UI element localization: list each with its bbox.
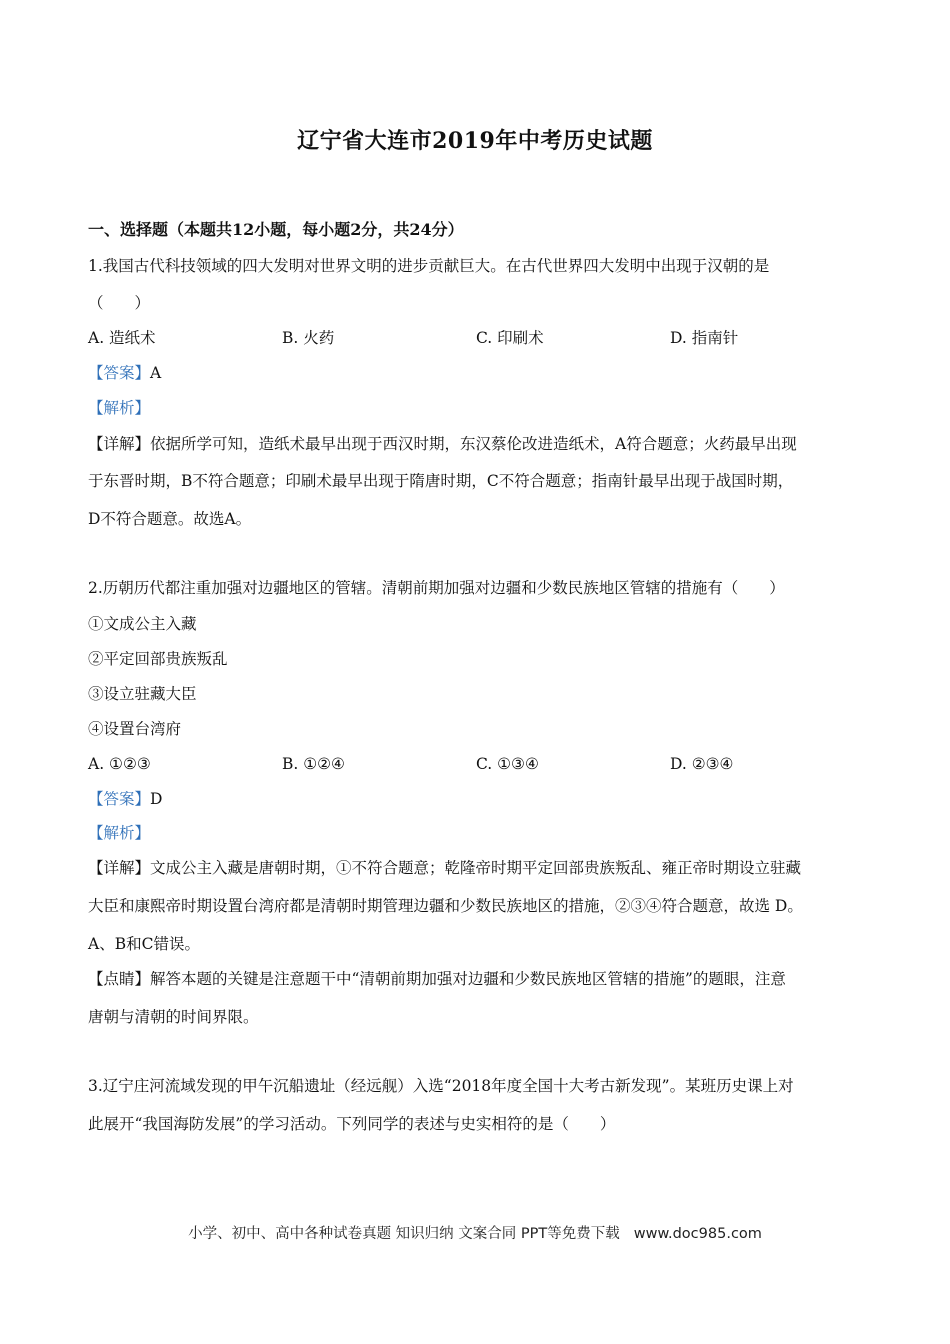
q1-detail-line-3: D不符合题意。故选A。	[88, 510, 252, 528]
q1-detail-line-2: 于东晋时期，B不符合题意；印刷术最早出现于隋唐时期，C不符合题意；指南针最早出现于战国时期，	[88, 472, 794, 490]
q1-analysis-label: 【解析】	[88, 399, 151, 417]
q1-option-b: B. 火药	[282, 329, 335, 347]
q2-item-1: ①文成公主入藏	[88, 615, 197, 633]
q3-stem-line-2: 此展开“我国海防发展”的学习活动。下列同学的表述与史实相符的是（ ）	[88, 1115, 616, 1133]
q2-comment-line-2: 唐朝与清朝的时间界限。	[88, 1008, 259, 1026]
q1-answer	[88, 363, 878, 383]
q2-option-c: C. ①③④	[476, 755, 539, 773]
q1-answer-value: A	[150, 364, 162, 382]
page-title: 辽宁省大连市2019年中考历史试题	[297, 128, 653, 154]
section-heading: 一、选择题（本题共12小题，每小题2分，共24分）	[88, 220, 464, 239]
q2-item-4: ④设置台湾府	[88, 720, 182, 738]
footer-url[interactable]: www.doc985.com	[633, 1226, 762, 1242]
q1-stem-line-1: 1.我国古代科技领域的四大发明对世界文明的进步贡献巨大。在古代世界四大发明中出现于汉朝的是	[88, 257, 770, 275]
q2-comment-line-1: 【点睛】解答本题的关键是注意题干中“清朝前期加强对边疆和少数民族地区管辖的措施”的题眼，注意	[88, 970, 786, 988]
q2-detail-line-3: A、B和C错误。	[88, 935, 200, 953]
q2-answer-value: D	[150, 790, 163, 808]
q2-stem: 2.历朝历代都注重加强对边疆地区的管辖。清朝前期加强对边疆和少数民族地区管辖的措施有（ ）	[88, 579, 785, 597]
page-footer	[0, 1222, 950, 1243]
q2-item-2: ②平定回部贵族叛乱	[88, 650, 228, 668]
q2-detail-line-2: 大臣和康熙帝时期设置台湾府都是清朝时期管理边疆和少数民族地区的措施，②③④符合题意，故选 D。	[88, 897, 803, 915]
q2-item-3: ③设立驻藏大臣	[88, 685, 197, 703]
q1-option-c: C. 印刷术	[476, 329, 544, 347]
q1-stem-line-2: （ ）	[88, 294, 151, 312]
q2-analysis-label: 【解析】	[88, 824, 151, 842]
q2-detail-line-1: 【详解】文成公主入藏是唐朝时期，①不符合题意；乾隆帝时期平定回部贵族叛乱、雍正帝时期设立驻藏	[88, 859, 802, 877]
q2-option-b: B. ①②④	[282, 755, 345, 773]
q3-stem-line-1: 3.辽宁庄河流域发现的甲午沉船遗址（经远舰）入选“2018年度全国十大考古新发现”。某班历史课上对	[88, 1077, 794, 1095]
q1-options	[88, 328, 878, 348]
q2-answer-label: 【答案】	[88, 790, 151, 808]
q2-option-d: D. ②③④	[670, 755, 734, 773]
q1-option-a: A. 造纸术	[88, 329, 156, 347]
q2-option-a: A. ①②③	[88, 755, 151, 773]
q1-detail-line-1: 【详解】依据所学可知，造纸术最早出现于西汉时期，东汉蔡伦改进造纸术，A符合题意；火药最早出现	[88, 435, 797, 453]
footer-text: 小学、初中、高中各种试卷真题 知识归纳 文案合同 PPT等免费下载	[188, 1226, 620, 1242]
q2-options	[88, 754, 878, 774]
q1-answer-label: 【答案】	[88, 364, 151, 382]
q2-answer	[88, 789, 878, 809]
q1-option-d: D. 指南针	[670, 329, 739, 347]
